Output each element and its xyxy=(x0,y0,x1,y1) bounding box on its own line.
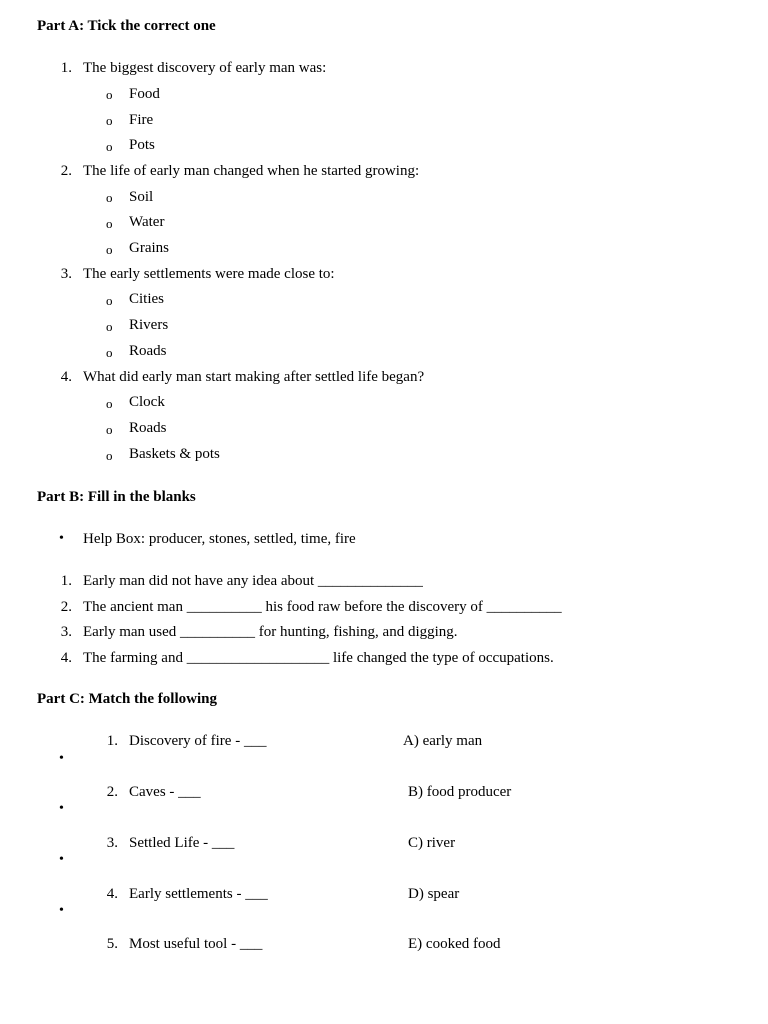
match-number: 4. xyxy=(106,886,118,902)
bullet: • xyxy=(59,751,64,766)
blank-sentence: The ancient man __________ his food raw before the discovery of __________ xyxy=(83,599,562,615)
match-left-item: Settled Life - ___ xyxy=(129,835,235,851)
option-marker: o xyxy=(106,422,113,437)
match-left-item: Caves - ___ xyxy=(129,784,201,800)
blank-number: 3. xyxy=(60,624,72,640)
match-left-item: Early settlements - ___ xyxy=(129,886,268,902)
match-right-item: C) river xyxy=(408,835,456,851)
option-label[interactable]: Soil xyxy=(129,189,154,205)
question-number: 3. xyxy=(60,266,72,282)
bullet: • xyxy=(59,531,64,546)
match-number: 2. xyxy=(106,784,118,800)
option-marker: o xyxy=(106,139,113,154)
blank-sentence: Early man did not have any idea about ______________ xyxy=(83,573,423,589)
match-right-item: D) spear xyxy=(408,886,460,902)
match-number: 5. xyxy=(106,936,118,952)
blank-number: 2. xyxy=(60,599,72,615)
match-number: 3. xyxy=(106,835,118,851)
question-text: The life of early man changed when he started growing: xyxy=(83,163,420,179)
option-label[interactable]: Cities xyxy=(129,291,165,307)
match-left-item: Most useful tool - ___ xyxy=(129,936,263,952)
help-box: Help Box: producer, stones, settled, time, fire xyxy=(83,531,356,547)
match-left-item: Discovery of fire - ___ xyxy=(129,733,267,749)
option-marker: o xyxy=(106,293,113,308)
question-number: 2. xyxy=(60,163,72,179)
match-right-item: E) cooked food xyxy=(408,936,501,952)
question-text: What did early man start making after settled life began? xyxy=(83,369,425,385)
option-label[interactable]: Roads xyxy=(129,343,167,359)
option-marker: o xyxy=(106,448,113,463)
option-marker: o xyxy=(106,216,113,231)
option-label[interactable]: Pots xyxy=(129,137,155,153)
option-label[interactable]: Baskets & pots xyxy=(129,446,220,462)
option-label[interactable]: Roads xyxy=(129,420,167,436)
option-marker: o xyxy=(106,396,113,411)
option-marker: o xyxy=(106,242,113,257)
option-marker: o xyxy=(106,190,113,205)
question-number: 1. xyxy=(60,60,72,76)
option-label[interactable]: Fire xyxy=(129,112,154,128)
bullet: • xyxy=(59,852,64,867)
part-a-heading: Part A: Tick the correct one xyxy=(37,18,216,34)
option-marker: o xyxy=(106,319,113,334)
part-c-heading: Part C: Match the following xyxy=(37,691,217,707)
option-marker: o xyxy=(106,345,113,360)
bullet: • xyxy=(59,903,64,918)
option-label[interactable]: Water xyxy=(129,214,165,230)
match-right-item: A) early man xyxy=(403,733,483,749)
option-marker: o xyxy=(106,87,113,102)
question-number: 4. xyxy=(60,369,72,385)
blank-number: 4. xyxy=(60,650,72,666)
question-text: The early settlements were made close to: xyxy=(83,266,335,282)
match-right-item: B) food producer xyxy=(408,784,512,800)
part-b-heading: Part B: Fill in the blanks xyxy=(37,489,196,505)
blank-number: 1. xyxy=(60,573,72,589)
blank-sentence: Early man used __________ for hunting, fishing, and digging. xyxy=(83,624,458,640)
match-number: 1. xyxy=(106,733,118,749)
option-label[interactable]: Rivers xyxy=(129,317,169,333)
question-text: The biggest discovery of early man was: xyxy=(83,60,327,76)
bullet: • xyxy=(59,801,64,816)
option-label[interactable]: Clock xyxy=(129,394,165,410)
option-marker: o xyxy=(106,113,113,128)
option-label[interactable]: Food xyxy=(129,86,160,102)
blank-sentence: The farming and ___________________ life changed the type of occupations. xyxy=(83,650,554,666)
option-label[interactable]: Grains xyxy=(129,240,169,256)
